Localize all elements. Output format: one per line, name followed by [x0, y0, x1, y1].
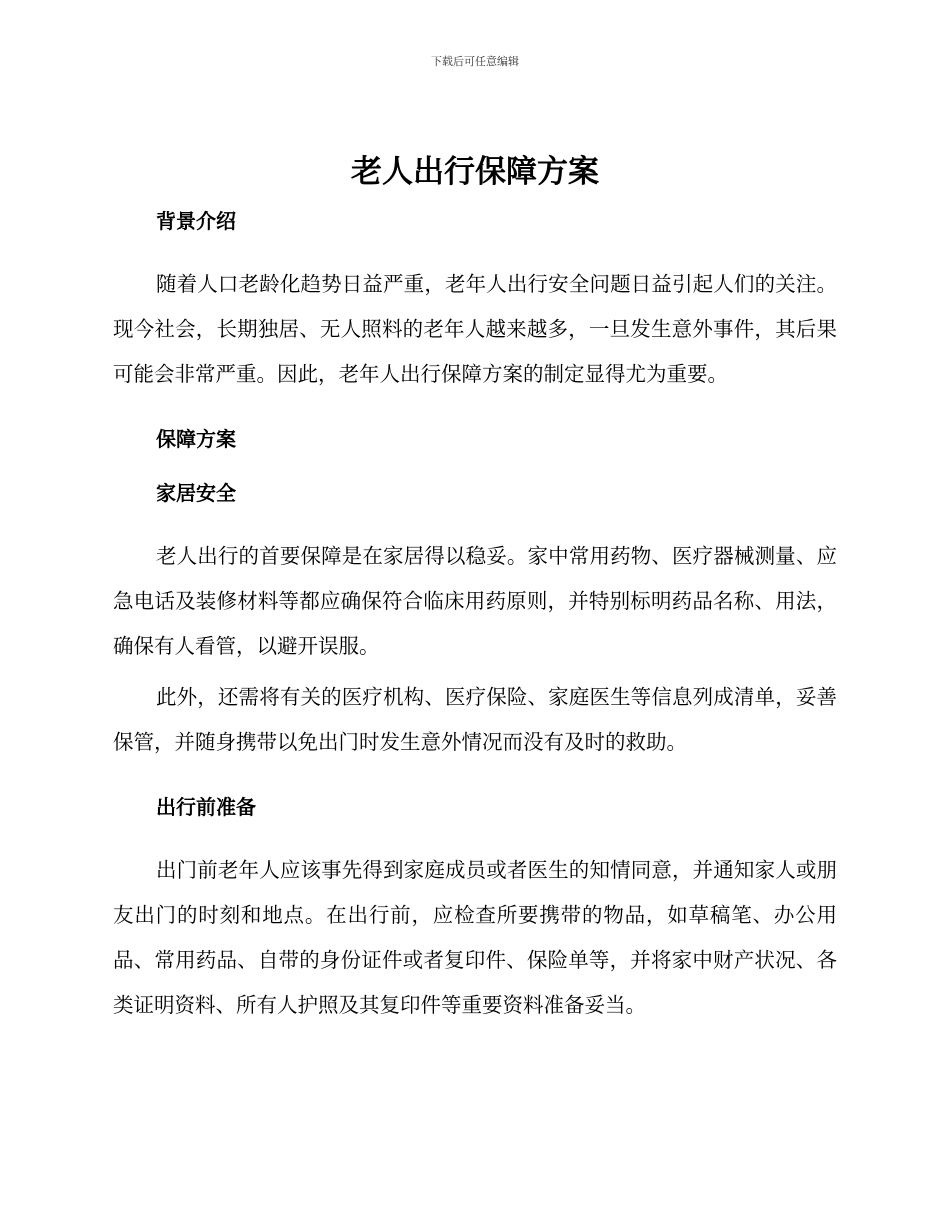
paragraph-background: 随着人口老龄化趋势日益严重，老年人出行安全问题日益引起人们的关注。现今社会，长期独居、无人照料的老年人越来越多，一旦发生意外事件，其后果可能会非常严重。因此，老年人出行保障方案的制定显得尤为重要。: [113, 272, 837, 386]
heading-preparation: 出行前准备: [156, 795, 256, 819]
paragraph-preparation: 出门前老年人应该事先得到家庭成员或者医生的知情同意，并通知家人或朋友出门的时刻和地点。在出行前，应检查所要携带的物品，如草稿笔、办公用品、常用药品、自带的身份证件或者复印件、保险单等，并将家中财产状况、各类证明资料、所有人护照及其复印件等重要资料准备妥当。: [113, 858, 837, 1017]
heading-plan: 保障方案: [156, 427, 236, 451]
paragraph-home-safety-2: 此外，还需将有关的医疗机构、医疗保险、家庭医生等信息列成清单，妥善保管，并随身携带以免出门时发生意外情况而没有及时的救助。: [113, 685, 837, 754]
heading-background: 背景介绍: [156, 209, 236, 233]
paragraph-home-safety-1: 老人出行的首要保障是在家居得以稳妥。家中常用药物、医疗器械测量、应急电话及装修材料等都应确保符合临床用药原则，并特别标明药品名称、用法，确保有人看管，以避开误服。: [113, 544, 837, 658]
page-header-note: 下载后可任意编辑: [431, 55, 519, 68]
heading-home-safety: 家居安全: [156, 481, 236, 505]
document-body: [113, 205, 837, 1028]
document-title: 老人出行保障方案: [351, 154, 599, 190]
